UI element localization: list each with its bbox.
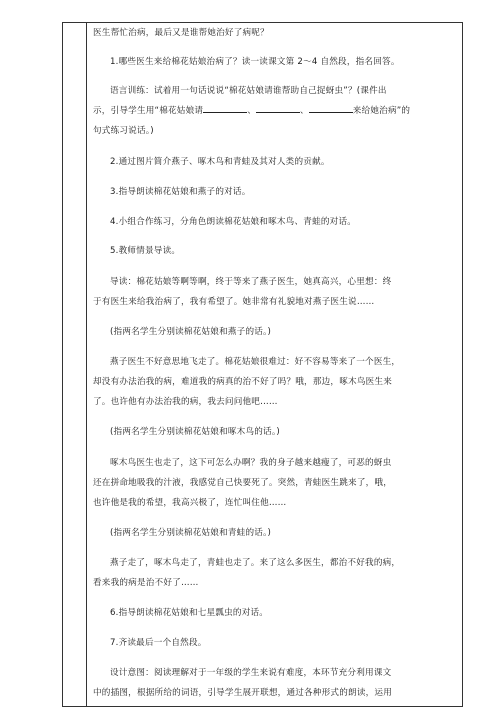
paragraph-narration-2-line-3: 也许他是我的希望，我高兴极了，连忙叫住他…… — [93, 498, 287, 508]
paragraph-step-7: 7.齐读最后一个自然段。 — [110, 638, 207, 648]
paragraph-narration-1-line-1: 燕子医生不好意思地飞走了。棉花姑娘很难过：好不容易等来了一个医生， — [110, 357, 401, 367]
sentence-pattern-suffix: 来给她治病”的 — [352, 106, 411, 116]
paragraph-narration-1-line-2: 却没有办法治我的病，难道我的病真的治不好了吗？哦，那边，啄木鸟医生来 — [93, 377, 392, 387]
fill-blank-3 — [309, 103, 353, 113]
table-column-divider — [86, 22, 87, 707]
paragraph-language-training-line-2 — [93, 102, 457, 121]
paragraph-intro: 医生帮忙治病，最后又是谁帮她治好了病呢？ — [93, 28, 269, 38]
fill-blank-2 — [256, 103, 300, 113]
paragraph-instruction-swallow: (指两名学生分别读棉花姑娘和燕子的话。) — [110, 327, 272, 337]
paragraph-step-4: 4.小组合作练习，分角色朗读棉花姑娘和啄木鸟、青蛙的对话。 — [110, 217, 357, 227]
separator-1: 、 — [247, 106, 256, 116]
paragraph-instruction-woodpecker: (指两名学生分别读棉花姑娘和啄木鸟的话。) — [110, 427, 280, 437]
paragraph-step-5: 5.教师情景导读。 — [110, 246, 181, 256]
sentence-pattern-prefix: 示，引导学生用“棉花姑娘请 — [93, 106, 204, 116]
paragraph-guided-reading-line-1: 导读：棉花姑娘等啊等啊，终于等来了燕子医生，她真高兴，心里想：终 — [110, 277, 392, 287]
paragraph-language-training-line-1: 语言训练：试着用一句话说说“棉花姑娘请谁帮助自己捉蚜虫”？(课件出 — [110, 86, 387, 96]
paragraph-guided-reading-line-2: 于有医生来给我治病了，我有希望了。她非常有礼貌地对燕子医生说…… — [93, 297, 375, 307]
paragraph-design-intent-line-1: 设计意图：阅读理解对于一年级的学生来说有难度，本环节充分利用课文 — [110, 668, 392, 678]
table-border-left — [62, 22, 63, 707]
paragraph-step-2: 2.通过图片简介燕子、啄木鸟和青蛙及其对人类的贡献。 — [110, 157, 330, 167]
paragraph-design-intent-line-2: 中的插图，根据所给的词语，引导学生展开联想，通过各种形式的朗读，运用 — [93, 688, 392, 698]
paragraph-step-1: 1.哪些医生来给棉花姑娘治病了？读一读课文第 2～4 自然段，指名回答。 — [110, 57, 400, 67]
paragraph-narration-1-line-3: 了。也许他有办法治我的病，我去问问他吧…… — [93, 397, 278, 407]
paragraph-narration-3-line-2: 看来我的病是治不好了…… — [93, 578, 199, 588]
paragraph-narration-2-line-2: 还在拼命地吸我的汁液，我感觉自己快要死了。突然，青蛙医生跳来了，哦， — [93, 478, 392, 488]
paragraph-narration-2-line-1: 啄木鸟医生也走了，这下可怎么办啊？我的身子越来越瘦了，可恶的蚜虫 — [110, 458, 392, 468]
table-border-top — [62, 22, 463, 23]
paragraph-step-3: 3.指导朗读棉花姑娘和燕子的对话。 — [110, 187, 251, 197]
paragraph-narration-3-line-1: 燕子走了，啄木鸟走了，青蛙也走了。来了这么多医生，都治不好我的病， — [110, 558, 401, 568]
paragraph-step-6: 6.指导朗读棉花姑娘和七星瓢虫的对话。 — [110, 608, 269, 618]
paragraph-language-training-line-3: 句式练习说话。) — [93, 126, 154, 136]
fill-blank-1 — [203, 103, 247, 113]
table-border-right — [462, 22, 463, 707]
separator-2: 、 — [299, 106, 309, 116]
paragraph-instruction-frog: (指两名学生分别读棉花姑娘和青蛙的话。) — [110, 528, 272, 538]
